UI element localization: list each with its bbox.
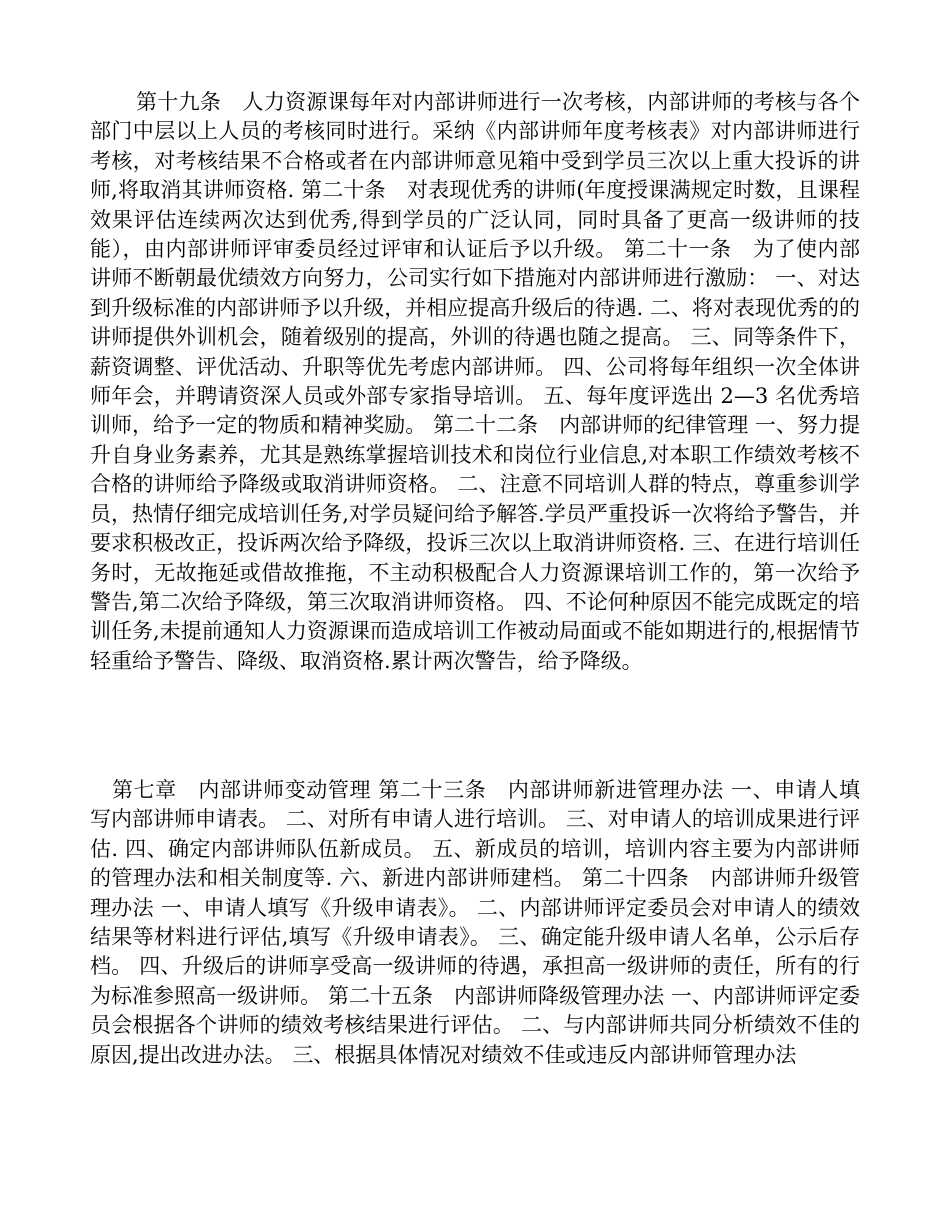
body-paragraph: 第七章 内部讲师变动管理 第二十三条 内部讲师新进管理办法 一、申请人填写内部讲师申请表。 二、对所有申请人进行培训。 三、对申请人的培训成果进行评估. 四、确定内部讲师队伍新成员。 五、新成员的培训，培训内容主要为内部讲师的管理办法和相关制度等. 六、新进内部讲师建档。 第二十四条 内部讲师升级管理办法 一、申请人填写《升级申请表》。 二、内部讲师评定委员会对申请人的绩效结果等材料进行评估,填写《升级申请表》。 三、确定能升级申请人名单，公示后存档。 四、升级后的讲师享受高一级讲师的待遇，承担高一级讲师的责任，所有的行为标准参照高一级讲师。 第二十五条 内部讲师降级管理办法 一、内部讲师评定委员会根据各个讲师的绩效考核结果进行评估。 二、与内部讲师共同分析绩效不佳的原因,提出改进办法。 三、根据具体情况对绩效不佳或违反内部讲师管理办法: [90, 778, 860, 1067]
body-paragraph: 第十九条 人力资源课每年对内部讲师进行一次考核，内部讲师的考核与各个部门中层以上人员的考核同时进行。采纳《内部讲师年度考核表》对内部讲师进行考核，对考核结果不合格或者在内部讲师意见箱中受到学员三次以上重大投诉的讲师,将取消其讲师资格. 第二十条 对表现优秀的讲师(年度授课满规定时数，且课程效果评估连续两次达到优秀,得到学员的广泛认同，同时具备了更高一级讲师的技能），由内部讲师评审委员经过评审和认证后予以升级。 第二十一条 为了使内部讲师不断朝最优绩效方向努力，公司实行如下措施对内部讲师进行激励： 一、对达到升级标准的内部讲师予以升级，并相应提高升级后的待遇. 二、将对表现优秀的的讲师提供外训机会，随着级别的提高，外训的待遇也随之提高。 三、同等条件下，薪资调整、评优活动、升职等优先考虑内部讲师。 四、公司将每年组织一次全体讲师年会，并聘请资深人员或外部专家指导培训。 五、每年度评选出 2—3 名优秀培训师，给予一定的物质和精神奖励。 第二十二条 内部讲师的纪律管理 一、努力提升自身业务素养，尤其是熟练掌握培训技术和岗位行业信息,对本职工作绩效考核不合格的讲师给予降级或取消讲师资格。 二、注意不同培训人群的特点，尊重参训学员，热情仔细完成培训任务,对学员疑问给予解答.学员严重投诉一次将给予警告，并要求积极改正，投诉两次给予降级，投诉三次以上取消讲师资格. 三、在进行培训任务时，无故拖延或借故推拖，不主动积极配合人力资源课培训工作的，第一次给予警告,第二次给予降级，第三次取消讲师资格。 四、不论何种原因不能完成既定的培训任务,未提前通知人力资源课而造成培训工作被动局面或不能如期进行的,根据情节轻重给予警告、降级、取消资格.累计两次警告，给予降级。: [90, 90, 860, 673]
